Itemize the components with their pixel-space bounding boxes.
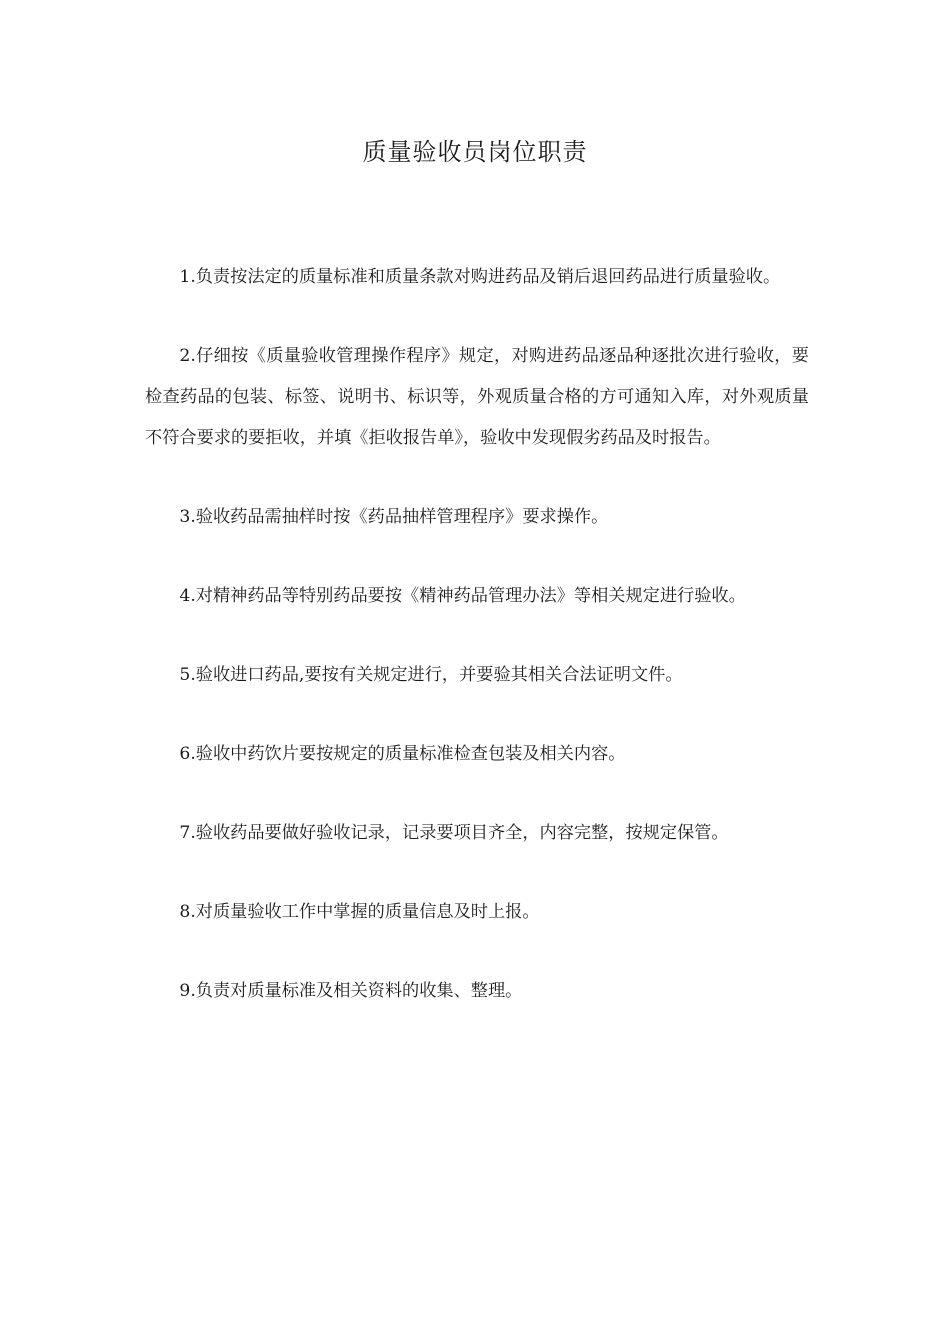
duty-item-6: 6.验收中药饮片要按规定的质量标准检查包装及相关内容。 xyxy=(179,744,626,764)
duty-item-3: 3.验收药品需抽样时按《药品抽样管理程序》要求操作。 xyxy=(179,507,609,527)
duty-item-7: 7.验收药品要做好验收记录，记录要项目齐全，内容完整，按规定保管。 xyxy=(179,823,729,843)
document-title: 质量验收员岗位职责 xyxy=(362,138,588,166)
duty-item-9: 9.负责对质量标准及相关资料的收集、整理。 xyxy=(179,981,523,1001)
duty-item-2: 2.仔细按《质量验收管理操作程序》规定，对购进药品逐品种逐批次进行验收，要检查药品的包装、标签、说明书、标识等，外观质量合格的方可通知入库，对外观质量不符合要求的要拒收，并填《拒收报告单》，验收中发现假劣药品及时报告。 xyxy=(145,346,809,448)
duty-item-4: 4.对精神药品等特别药品要按《精神药品管理办法》等相关规定进行验收。 xyxy=(179,586,746,606)
document-body xyxy=(145,257,809,1050)
duty-item-8: 8.对质量验收工作中掌握的质量信息及时上报。 xyxy=(179,902,540,922)
duty-item-5: 5.验收进口药品,要按有关规定进行，并要验其相关合法证明文件。 xyxy=(179,665,683,685)
duty-item-1: 1.负责按法定的质量标准和质量条款对购进药品及销后退回药品进行质量验收。 xyxy=(179,267,781,287)
